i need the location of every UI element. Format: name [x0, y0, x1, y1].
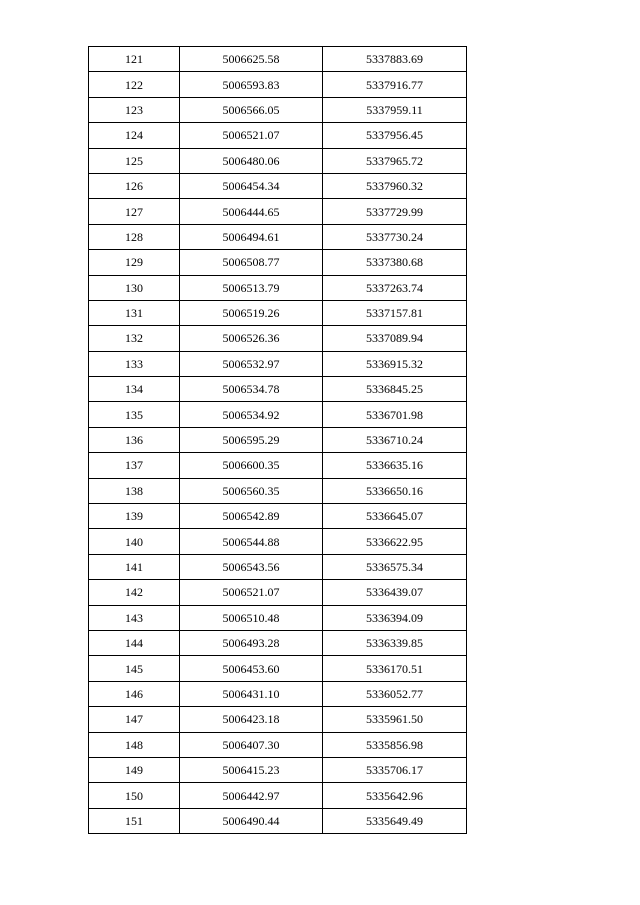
table-row: [89, 783, 467, 808]
point-number-cell: 138: [89, 478, 180, 503]
table-row: [89, 224, 467, 249]
table-row: [89, 47, 467, 72]
point-number-cell: 121: [89, 47, 180, 72]
point-number-cell: 125: [89, 148, 180, 173]
y-coordinate-cell: 5336701.98: [323, 402, 467, 427]
point-number-cell: 126: [89, 173, 180, 198]
table-row: [89, 757, 467, 782]
x-coordinate-cell: 5006431.10: [180, 681, 323, 706]
y-coordinate-cell: 5336710.24: [323, 427, 467, 452]
point-number-cell: 151: [89, 808, 180, 833]
point-number-cell: 129: [89, 250, 180, 275]
point-number-cell: 146: [89, 681, 180, 706]
x-coordinate-cell: 5006493.28: [180, 630, 323, 655]
x-coordinate-cell: 5006542.89: [180, 504, 323, 529]
y-coordinate-cell: 5337729.99: [323, 199, 467, 224]
point-number-cell: 131: [89, 300, 180, 325]
y-coordinate-cell: 5337263.74: [323, 275, 467, 300]
point-number-cell: 135: [89, 402, 180, 427]
point-number-cell: 127: [89, 199, 180, 224]
point-number-cell: 139: [89, 504, 180, 529]
x-coordinate-cell: 5006560.35: [180, 478, 323, 503]
table-row: [89, 453, 467, 478]
table-row: [89, 275, 467, 300]
table-row: [89, 630, 467, 655]
y-coordinate-cell: 5336650.16: [323, 478, 467, 503]
table-row: [89, 656, 467, 681]
x-coordinate-cell: 5006480.06: [180, 148, 323, 173]
x-coordinate-cell: 5006454.34: [180, 173, 323, 198]
point-number-cell: 130: [89, 275, 180, 300]
y-coordinate-cell: 5335856.98: [323, 732, 467, 757]
table-row: [89, 97, 467, 122]
x-coordinate-cell: 5006544.88: [180, 529, 323, 554]
table-row: [89, 402, 467, 427]
x-coordinate-cell: 5006543.56: [180, 554, 323, 579]
x-coordinate-cell: 5006521.07: [180, 580, 323, 605]
x-coordinate-cell: 5006453.60: [180, 656, 323, 681]
x-coordinate-cell: 5006490.44: [180, 808, 323, 833]
x-coordinate-cell: 5006442.97: [180, 783, 323, 808]
table-row: [89, 504, 467, 529]
table-row: [89, 808, 467, 833]
y-coordinate-cell: 5335649.49: [323, 808, 467, 833]
y-coordinate-cell: 5337380.68: [323, 250, 467, 275]
table-row: [89, 478, 467, 503]
y-coordinate-cell: 5336845.25: [323, 377, 467, 402]
x-coordinate-cell: 5006593.83: [180, 72, 323, 97]
table-row: [89, 173, 467, 198]
y-coordinate-cell: 5335706.17: [323, 757, 467, 782]
table-row: [89, 427, 467, 452]
y-coordinate-cell: 5336645.07: [323, 504, 467, 529]
table-row: [89, 554, 467, 579]
table-row: [89, 72, 467, 97]
y-coordinate-cell: 5337916.77: [323, 72, 467, 97]
y-coordinate-cell: 5336575.34: [323, 554, 467, 579]
point-number-cell: 142: [89, 580, 180, 605]
point-number-cell: 133: [89, 351, 180, 376]
table-row: [89, 351, 467, 376]
point-number-cell: 147: [89, 707, 180, 732]
x-coordinate-cell: 5006508.77: [180, 250, 323, 275]
x-coordinate-cell: 5006595.29: [180, 427, 323, 452]
table-row: [89, 250, 467, 275]
y-coordinate-cell: 5336622.95: [323, 529, 467, 554]
x-coordinate-cell: 5006519.26: [180, 300, 323, 325]
table-row: [89, 199, 467, 224]
x-coordinate-cell: 5006444.65: [180, 199, 323, 224]
table-row: [89, 148, 467, 173]
table-row: [89, 605, 467, 630]
x-coordinate-cell: 5006521.07: [180, 123, 323, 148]
point-number-cell: 122: [89, 72, 180, 97]
x-coordinate-cell: 5006534.92: [180, 402, 323, 427]
point-number-cell: 140: [89, 529, 180, 554]
point-number-cell: 132: [89, 326, 180, 351]
y-coordinate-cell: 5337956.45: [323, 123, 467, 148]
table-row: [89, 123, 467, 148]
y-coordinate-cell: 5336439.07: [323, 580, 467, 605]
y-coordinate-cell: 5336170.51: [323, 656, 467, 681]
y-coordinate-cell: 5336635.16: [323, 453, 467, 478]
x-coordinate-cell: 5006534.78: [180, 377, 323, 402]
point-number-cell: 136: [89, 427, 180, 452]
table-row: [89, 377, 467, 402]
y-coordinate-cell: 5337960.32: [323, 173, 467, 198]
x-coordinate-cell: 5006407.30: [180, 732, 323, 757]
x-coordinate-cell: 5006600.35: [180, 453, 323, 478]
table-row: [89, 732, 467, 757]
y-coordinate-cell: 5336915.32: [323, 351, 467, 376]
point-number-cell: 144: [89, 630, 180, 655]
point-number-cell: 124: [89, 123, 180, 148]
table-row: [89, 580, 467, 605]
x-coordinate-cell: 5006510.48: [180, 605, 323, 630]
y-coordinate-cell: 5337959.11: [323, 97, 467, 122]
table-row: [89, 681, 467, 706]
x-coordinate-cell: 5006625.58: [180, 47, 323, 72]
x-coordinate-cell: 5006494.61: [180, 224, 323, 249]
point-number-cell: 134: [89, 377, 180, 402]
y-coordinate-cell: 5337157.81: [323, 300, 467, 325]
x-coordinate-cell: 5006415.23: [180, 757, 323, 782]
point-number-cell: 137: [89, 453, 180, 478]
coordinate-table-body: [89, 47, 467, 834]
table-row: [89, 529, 467, 554]
point-number-cell: 141: [89, 554, 180, 579]
x-coordinate-cell: 5006423.18: [180, 707, 323, 732]
point-number-cell: 145: [89, 656, 180, 681]
x-coordinate-cell: 5006532.97: [180, 351, 323, 376]
table-row: [89, 707, 467, 732]
x-coordinate-cell: 5006513.79: [180, 275, 323, 300]
point-number-cell: 148: [89, 732, 180, 757]
y-coordinate-cell: 5337089.94: [323, 326, 467, 351]
y-coordinate-cell: 5335961.50: [323, 707, 467, 732]
y-coordinate-cell: 5336394.09: [323, 605, 467, 630]
table-row: [89, 326, 467, 351]
point-number-cell: 150: [89, 783, 180, 808]
point-number-cell: 143: [89, 605, 180, 630]
x-coordinate-cell: 5006566.05: [180, 97, 323, 122]
point-number-cell: 123: [89, 97, 180, 122]
point-number-cell: 149: [89, 757, 180, 782]
y-coordinate-cell: 5337730.24: [323, 224, 467, 249]
y-coordinate-cell: 5336052.77: [323, 681, 467, 706]
y-coordinate-cell: 5337965.72: [323, 148, 467, 173]
y-coordinate-cell: 5337883.69: [323, 47, 467, 72]
y-coordinate-cell: 5336339.85: [323, 630, 467, 655]
x-coordinate-cell: 5006526.36: [180, 326, 323, 351]
y-coordinate-cell: 5335642.96: [323, 783, 467, 808]
point-number-cell: 128: [89, 224, 180, 249]
table-row: [89, 300, 467, 325]
coordinate-table: [88, 46, 467, 834]
